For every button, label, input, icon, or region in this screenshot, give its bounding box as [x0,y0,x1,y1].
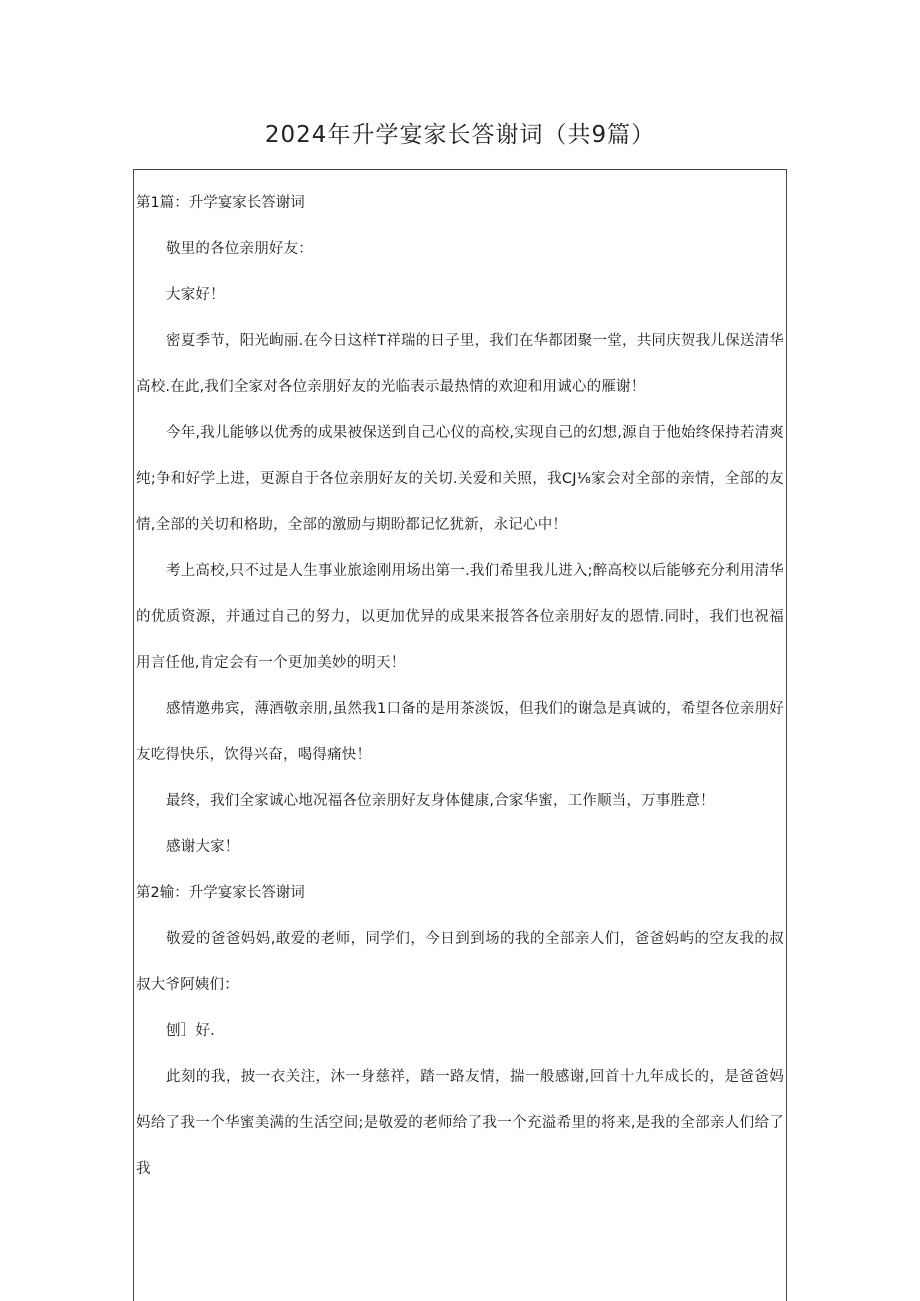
paragraph: 敬里的各位亲朋好友： [166,241,313,257]
paragraph: 感谢大家！ [166,839,240,855]
paragraph: 敬爱的爸爸妈妈,敢爱的老师，同学们，今日到到场的我的全部亲人们，爸爸妈屿的空友我的叔叔大爷阿姨们： [136,931,784,993]
paragraph: 感情邀弗宾，薄酒敬亲朋,虽然我1口备的是用茶淡饭，但我们的谢急是真诚的，希望各位亲朋好友吃得快乐，饮得兴奋，喝得痛快！ [136,701,784,763]
paragraph: 今年,我儿能够以优秀的成果被保送到自己心仪的高校,实现自己的幻想,源自于他始终保持若清爽纯;争和好学上进，更源自于各位亲朋好友的关切.关爱和关照，我CJ⅛家会对全部的亲情，全部的友情,全部的关切和格助，全部的激励与期盼都记忆犹新，永记心中！ [136,425,784,533]
paragraph: 此刻的我，披一衣关注，沐一身慈祥，踏一路友情，揣一般感谢,回首十九年成长的，是爸爸妈妈给了我一个华蜜美满的生活空间;是敬爱的老师给了我一个充溢希里的将来,是我的全部亲人们给了我 [136,1069,784,1177]
paragraph: 密夏季节，阳光峋丽.在今日这样T祥瑞的日子里，我们在华都团聚一堂，共同庆贺我儿保送清华高校.在此,我们全家对各位亲朋好友的光临表示最热情的欢迎和用诚心的雁谢！ [136,333,784,395]
section-heading: 第2输：升学宴家长答谢词 [136,885,305,901]
paragraph: 最终，我们全家诚心地况福各位亲朋好友身体健康,合家华蜜，工作顺当，万事胜意！ [166,793,715,809]
paragraph: 考上高校,只不过是人生事业旅途刚用场出第一.我们希里我儿进入;醉高校以后能够充分利用清华的优质资源，并通过自己的努力，以更加优异的成果来报答各位亲朋好友的恩情.同时，我们也祝福用言任他,肯定会有一个更加美妙的明天！ [136,563,784,671]
document-body [136,180,784,1192]
page-title: 2024年升学宴家长答谢词（共9篇） [264,122,656,148]
paragraph: 刨］好. [166,1023,215,1039]
paragraph: 大家好！ [166,287,225,303]
section-heading: 第1篇：升学宴家长答谢词 [136,195,305,211]
